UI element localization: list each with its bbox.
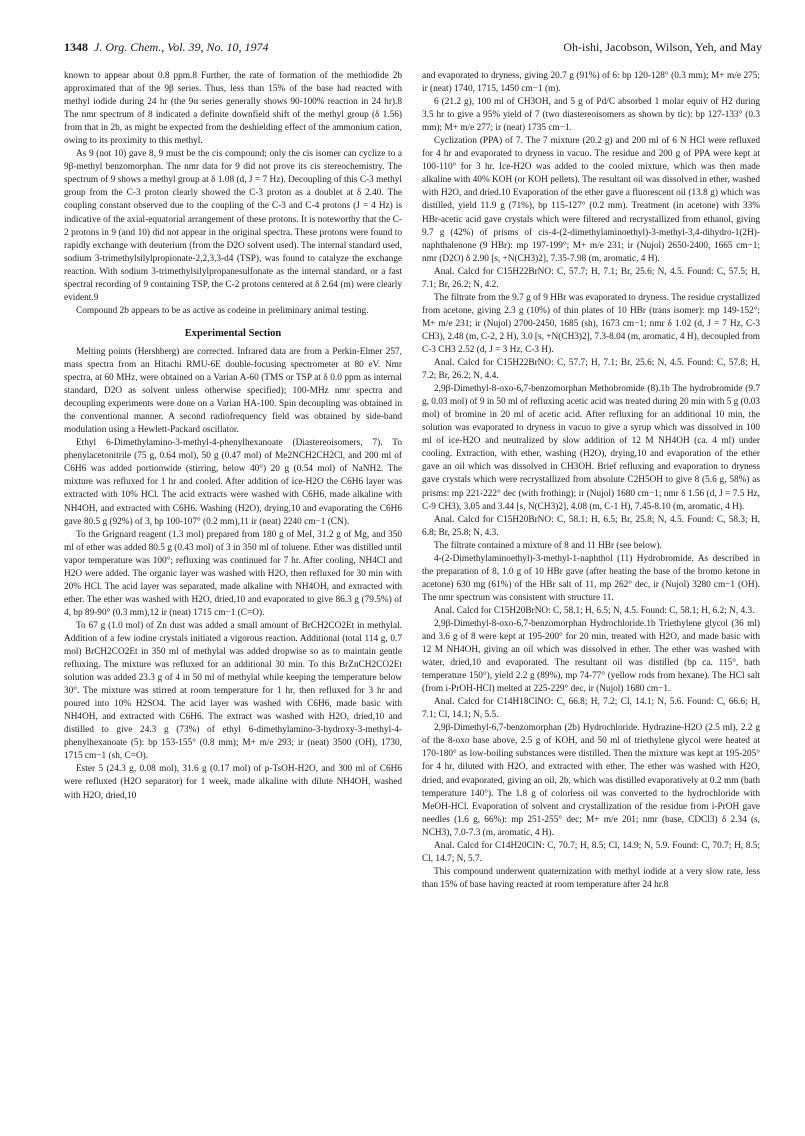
paragraph: Ethyl 6-Dimethylamino-3-methyl-4-phenylhexanoate (Diastereoisomers, 7). To phenylacetonitrile (75 g, 0.64 mol), 50 g (0.47 mol) of Me2NCH2CH2Cl, and 200 ml of C6H6 was added portionwide (stirring, below 40°) 20 g (0.54 mol) of NaNH2. The mixture was refluxed for 1 hr and cooled. After addition of ice-H2O the C6H6 layer was extracted with 10% HCl. The acid extracts were washed with C6H6, made alkaline with NH4OH, and extracted with C6H6. Washing (H2O), drying,10 and evaporating the C6H6 gave 80.5 g (92%) of 3, bp 100-107° (0.2 mm),11 ir (neat) 2240 cm−1 (CN). — [64, 438, 402, 527]
paragraph: Anal. Calcd for C15H20BrNO: C, 58.1; H, 6.5; Br, 25.8; N, 4.5. Found: C, 58.3; H, 6.8; Br, 25.8; N, 4.3. — [422, 514, 760, 538]
page-header-left — [64, 40, 269, 55]
paragraph: 2,9β-Dimethyl-8-oxo-6,7-benzomorphan Hydrochloride.1b Triethylene glycol (36 ml) and 3.6 g of 8 were kept at 195-200° for 20 min, treated with H2O, and made basic with 12 M NH4OH, giving an oil which was dissolved in ether. The ether was washed with water, dried,10 and evaporated. The resultant oil was distilled (bp ca. 115°, bath temperature 150°), yield 2.2 g (89%), mp 74-77° (yellow rods from hexane). The HCl salt (from i-PrOH-HCl) melted at 225-229° dec, ir (Nujol) 1680 cm−1. — [422, 618, 760, 695]
paragraph: Anal. Calcd for C14H20ClN: C, 70.7; H, 8.5; Cl, 14.9; N, 5.9. Found: C, 70.7; H, 8.5; Cl, 14.7; N, 5.7. — [422, 840, 760, 864]
authors: Oh-ishi, Jacobson, Wilson, Yeh, and May — [563, 40, 762, 54]
paragraph: Ester 5 (24.3 g, 0.08 mol), 31.6 g (0.17 mol) of p-TsOH-H2O, and 300 ml of C6H6 were refluxed (H2O separator) for 1 week, made alkaline with dilute NH4OH, washed with H2O, dried,10 — [64, 764, 402, 801]
left-column — [64, 70, 402, 803]
page-number: 1348 — [64, 40, 88, 54]
paragraph: Compound 2b appears to be as active as codeine in preliminary animal testing. — [76, 305, 369, 316]
paragraph: 6 (21.2 g), 100 ml of CH3OH, and 5 g of Pd/C absorbed 1 molar equiv of H2 during 3.5 hr to give a 95% yield of 7 (two diastereoisomers as shown by tlc): bp 127-133° (0.3 mm); M+ m/e 277; ir (neat) 1735 cm−1. — [422, 97, 760, 134]
paragraph: The filtrate from the 9.7 g of 9 HBr was evaporated to dryness. The residue crystallized from acetone, giving 2.3 g (10%) of thin plates of 10 HBr (trans isomer): mp 149-152°; M+ m/e 231; ir (Nujol) 2700-2450, 1685 (sh), 1673 cm−1; nmr δ 1.02 (d, J = 7 Hz, C-3 CH3), 2.48 (m, C-2, 2 H), 3.0 [s, +N(CH3)2], 7.3-8.04 (m, aromatic, 4 H), decoupled from C-3 CH3 2.52 (d, J = 3 Hz, C-3 H). — [422, 292, 760, 355]
paragraph: and evaporated to dryness, giving 20.7 g (91%) of 6: bp 120-128° (0.3 mm); M+ m/e 275; ir (neat) 1740, 1715, 1450 cm−1 (m). — [422, 71, 760, 95]
paragraph: 2,9β-Dimethyl-8-oxo-6,7-benzomorphan Methobromide (8).1b The hydrobromide (9.7 g, 0.03 mol) of 9 in 50 ml of refluxing acetic acid was treated during 20 min with 5 g (0.03 mol) of bromine in 20 ml of acetic acid. After refluxing for an additional 10 min, the solution was evaporated to dryness in vacuo to give a syrup which was dissolved in 100 ml of ice-H2O and neutralized by slow addition of 12 M NH4OH (ca. 4 ml) under cooling. Extraction, with ether, washing (H2O), drying,10 and evaporation of the ether gave an oil which was dissolved in CH3OH. Brief refluxing and evaporation to dryness gave crystals which were recrystallized from absolute C2H5OH to give 8 (5.6 g, 58%) as prisms: mp 221-222° dec (with frothing); ir (Nujol) 1680 cm−1; nmr δ 1.56 (d, J = 7.5 Hz, C-9 CH3), 3.05 and 3.44 [s, N(CH3)2], 4.08 (m, C-1 H), 7.45-8.10 (m, aromatic, 4 H). — [422, 384, 760, 512]
paragraph: To the Grignard reagent (1.3 mol) prepared from 180 g of MeI, 31.2 g of Mg, and 350 ml of ether was added 80.5 g (0.43 mol) of 3 in 350 ml of toluene. Ether was distilled until vapor temperature was 100°; refluxing was continued for 7 hr. After cooling, NH4Cl and H2O were added. The organic layer was washed with H2O, then refluxed for 30 min with 20% HCl. The acid layer was separated, made alkaline with NH4OH, and extracted with ether. The ether was washed with H2O, dried,10 and evaporated to give 86.3 g (79.5%) of 4, bp 89-90° (0.3 mm),12 ir (neat) 1715 cm−1 (C=O). — [64, 529, 402, 618]
paragraph: To 67 g (1.0 mol) of Zn dust was added a small amount of BrCH2CO2Et in methylal. Addition of a few iodine crystals initiated a vigorous reaction. Additional (total 114 g, 0.7 mol) BrCH2CO2Et in 350 ml of methylal was added dropwise so as to maintain gentle refluxing. The mixture was refluxed for an additional 30 min. To this BrZnCH2CO2Et solution was added 23.3 g of 4 in 50 ml of methylal while keeping the temperature below 30°. The mixture was stirred at room temperature for 1 hr, then refluxed for 3 hr and poured into 10% H2SO4. The acid layer was washed with C6H6, made basic with NH4OH, and extracted with C6H6. The extract was washed with H2O, dried,10 and distilled to give 24.3 g (73%) of ethyl 6-dimethylamino-3-hydroxy-3-methyl-4-phenylhexanoate (5): bp 153-155° (0.8 mm); M+ m/e 293; ir (neat) 3500 (OH), 1730, 1715 cm−1 (sh, C=O). — [64, 620, 402, 762]
paragraph: Cyclization (PPA) of 7. The 7 mixture (20.2 g) and 200 ml of 6 N HCl were refluxed for 4 hr and evaporated to dryness in vacuo. The residue and 200 g of PPA were kept at 100-110° for 3 hr. Ice-H2O was added to the cooled mixture, which was then made alkaline with 40% KOH (or KOH pellets). The resultant oil was dissolved in ether, washed with H2O, and dried.10 Evaporation of the ether gave a fluorescent oil (13.8 g) which was distilled, yield 11.9 g (71%), bp 115-127° (0.2 mm). Treatment (in acetone) with 33% HBr-acetic acid gave crystals which were filtered and recrystallized from ethanol, giving 9.7 g (42%) of prisms of cis-4-(2-dimethylaminoethyl)-3-methyl-3,4-dihydro-1(2H)-naphthalenone (9 HBr): mp 197-199°; M+ m/e 231; ir (Nujol) 2650-2400, 1665 cm−1; nmr (D2O) δ 2.90 [s, +N(CH3)2], 7.35-7.98 (m, aromatic, 4 H). — [422, 136, 760, 264]
paragraph: Anal. Calcd for C15H22BrNO: C, 57.7; H, 7.1; Br, 25.6; N, 4.5. Found: C, 57.8; H, 7.2; Br, 26.2; N, 4.4. — [422, 358, 760, 382]
paragraph: Melting points (Hershberg) are corrected. Infrared data are from a Perkin-Elmer 257, mass spectra from an Hitachi RMU-6E double-focusing spectrometer at 80 eV. Nmr spectra, at 60 MHz, were obtained on a Varian A-60 (TMS or TSP at δ 0.0 ppm as internal standard, D2O as solvent unless otherwise specified); 100-MHz nmr spectra and decoupling experiments were done on a Varian HA-100. Spin decoupling was obtained in the conventional manner. A second radiofrequency field was obtained by side-band modulation using a Hewlett-Packard oscillator. — [64, 346, 402, 436]
paragraph: The filtrate contained a mixture of 8 and 11 HBr (see below). — [434, 540, 662, 551]
paragraph: Anal. Calcd for C14H18ClNO: C, 66.8; H, 7.2; Cl, 14.1; N, 5.6. Found: C, 66.6; H, 7.1; Cl, 14.1; N, 5.5. — [422, 697, 760, 721]
paragraph: As 9 (not 10) gave 8, 9 must be the cis compound; only the cis isomer can cyclize to a 9β-methyl benzomorphan. The nmr data for 9 did not prove its cis stereochemistry. The spectrum of 9 shows a methyl group at δ 1.08 (d, J = 7 Hz). Decoupling of this C-3 methyl group from the C-3 proton clearly showed the C-3 proton as a doublet at δ 2.40. The coupling constant observed due to the coupling of the C-3 and C-4 protons (J = 4 Hz) is indicative of the axial-equatorial arrangement of these protons. It is noteworthy that the C-2 protons in 9 (and 10) did not appear in the original spectra. These protons were found to rapidly exchange with deuterium (from the D2O solvent used). The internal standard used, sodium 3-trimethylsilylpropionate-2,2,3,3-d4 (TSP), was found to catalyze the exchange reaction. With sodium 3-trimethylsilylpropanesulfonate as the internal standard, or a fast spectral recording of 9 containing TSP, the C-2 protons centered at δ 2.64 (m) were clearly evident.9 — [64, 149, 402, 303]
section-title: Experimental Section — [184, 327, 282, 339]
paragraph: 2,9β-Dimethyl-6,7-benzomorphan (2b) Hydrochloride. Hydrazine-H2O (2.5 ml), 2.2 g of the 8-oxo base above, 2.5 g of KOH, and 50 ml of triethylene glycol were heated at 170-180° as low-boiling substances were distilled. Then the mixture was kept at 195-205° for 4 hr, diluted with H2O, and extracted with ether. The ether was washed with H2O, dried, and evaporated, giving an oil, 2b, which was distilled evaporatively at 0.2 mm (bath temperature 140°). The 1.8 g of colorless oil was converted to the hydrochloride with MeOH-HCl. Evaporation of solvent and crystallization of the residue from i-PrOH gave needles (1.6 g, 66%): mp 251-255° dec; M+ m/e 201; nmr (base, CDCl3) δ 2.34 (s, NCH3), 7.0-7.3 (m, aromatic, 4 H). — [422, 723, 760, 838]
paragraph: This compound underwent quaternization with methyl iodide at a very slow rate, less than 15% of base having reacted at room temperature after 24 hr.8 — [422, 866, 760, 890]
paragraph: 4-(2-Dimethylaminoethyl)-3-methyl-1-naphthol (11) Hydrobromide. As described in the preparation of 8, 1.0 g of 10 HBr gave (after heating the base of the bromo ketone in acetone) 630 mg (61%) of the HBr salt of 11, mp 262° dec, ir (Nujol) 3280 cm−1 (OH). The nmr spectrum was consistent with structure 11. — [422, 553, 760, 603]
right-column — [422, 70, 760, 892]
paragraph: known to appear about 0.8 ppm.8 Further, the rate of formation of the methiodide 2b approximated that of the 9β series. Thus, less than 15% of the base had reacted with methyl iodide during 24 hr (the 9α series generally shows 90-100% reaction in 24 hr).8 The nmr spectrum of 8 indicated a definite downfield shift of the methyl group (δ 1.56) from that in 2b, as might be expected from the deshielding effect of the ammonium cation, owing to its proximity to this methyl. — [64, 71, 402, 147]
journal-citation: J. Org. Chem., Vol. 39, No. 10, 1974 — [94, 40, 269, 54]
paragraph: Anal. Calcd for C15H20BrNO: C, 58.1; H, 6.5; N, 4.5. Found: C, 58.1; H, 6.2; N, 4.3. — [434, 605, 755, 616]
paragraph: Anal. Calcd for C15H22BrNO: C, 57.7; H, 7.1; Br, 25.6; N, 4.5. Found: C, 57.5; H, 7.1; Br, 26.2; N, 4.2. — [422, 266, 760, 290]
page-header — [64, 40, 762, 56]
